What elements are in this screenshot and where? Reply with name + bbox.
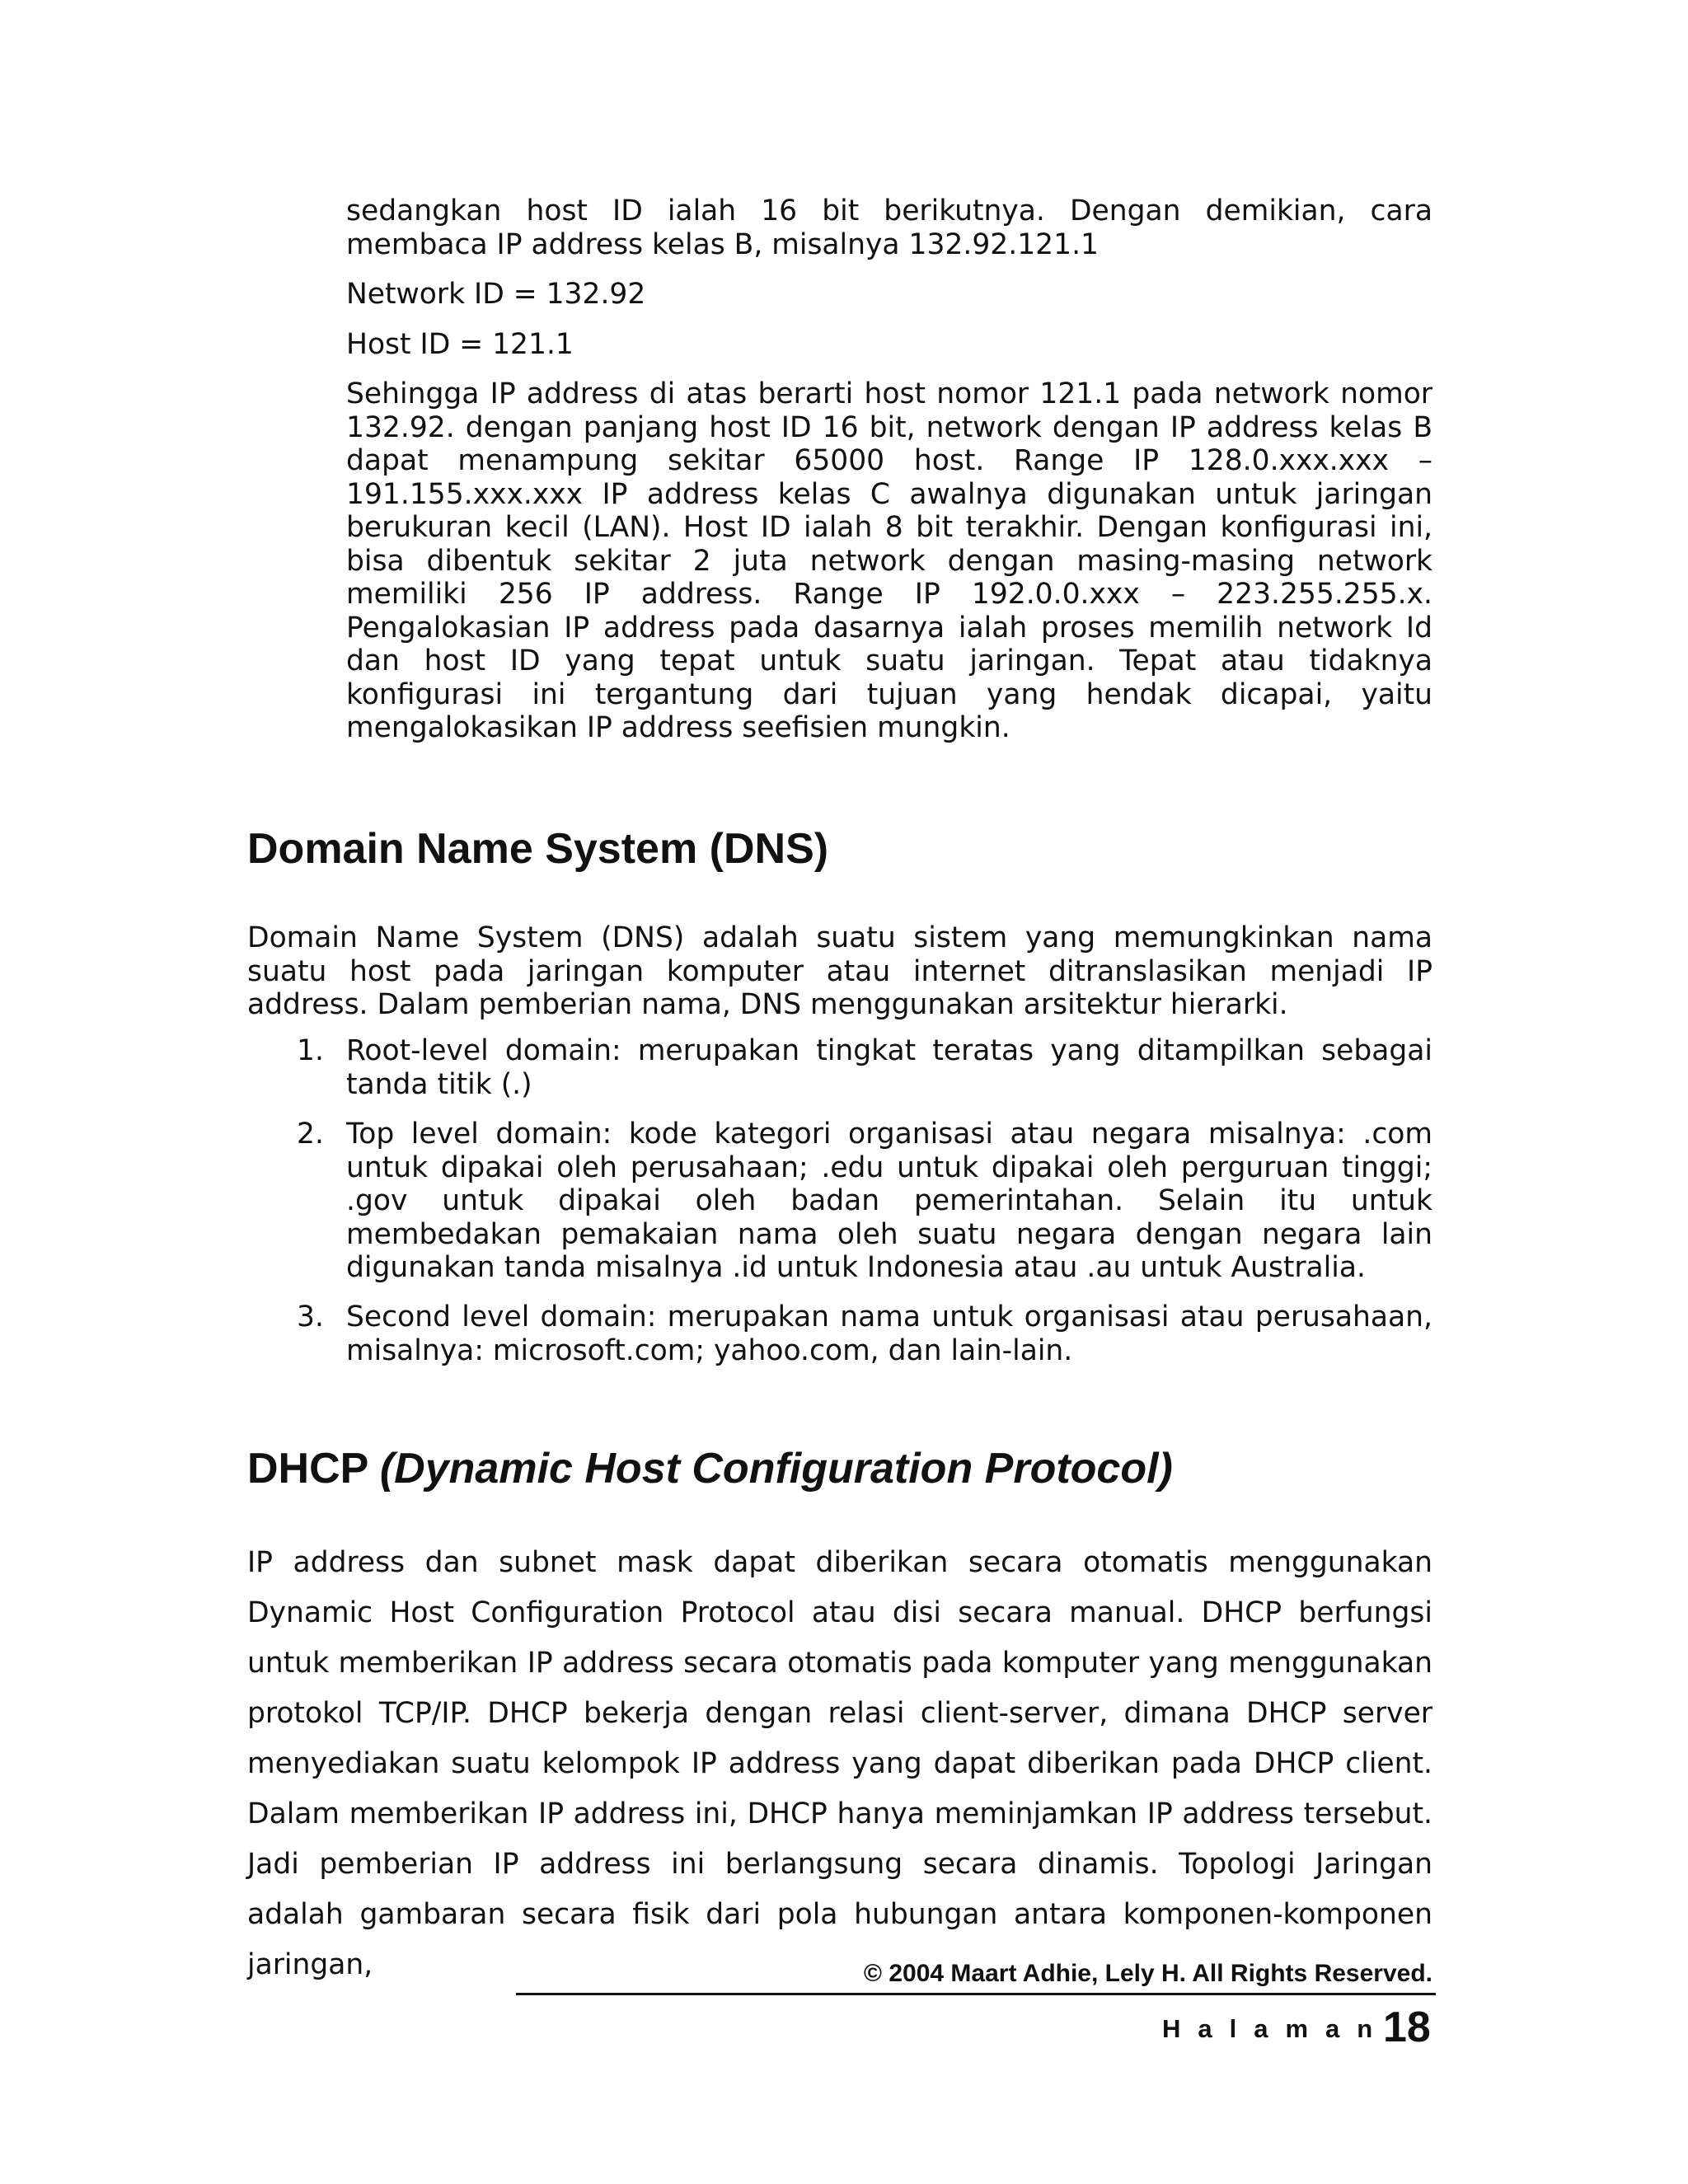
list-item-number: 1.: [297, 1034, 324, 1067]
list-item: [247, 1301, 1432, 1367]
dhcp-heading: [247, 1444, 1173, 1493]
footer-divider: [516, 1993, 1436, 1995]
dns-paragraph: Domain Name System (DNS) adalah suatu sistem yang memungkinkan nama suatu host pada jaringan komputer atau internet ditranslasikan menjadi IP address. Dalam pemberian nama, DNS menggunakan arsitektur hierarki.: [247, 921, 1432, 1021]
page-label: Halaman: [1162, 2014, 1390, 2043]
network-id-line: Network ID = 132.92: [346, 278, 646, 311]
list-item-number: 3.: [297, 1301, 324, 1333]
list-item-text: Top level domain: kode kategori organisasi atau negara misalnya: .com untuk dipakai oleh perusahaan; .edu untuk dipakai oleh perguruan tinggi; .gov untuk dipakai oleh badan pemerintahan. Selain itu untuk membedakan pemakaian nama oleh suatu negara dengan negara lain digunakan tanda misalnya .id untuk Indonesia atau .au untuk Australia.: [346, 1118, 1432, 1284]
dhcp-heading-plain: DHCP: [247, 1445, 380, 1493]
list-item: [247, 1118, 1432, 1285]
dhcp-heading-italic: (Dynamic Host Configuration Protocol): [379, 1445, 1173, 1493]
copyright-notice: © 2004 Maart Adhie, Lely H. All Rights Reserved.: [863, 1960, 1432, 1987]
list-item-number: 2.: [297, 1118, 324, 1151]
list-item-text: Second level domain: merupakan nama untuk organisasi atau perusahaan, misalnya: microsoft.com; yahoo.com, dan lain-lain.: [346, 1301, 1432, 1367]
intro-paragraph-2: Sehingga IP address di atas berarti host nomor 121.1 pada network nomor 132.92. dengan panjang host ID 16 bit, network dengan IP address kelas B dapat menampung sekitar 65000 host. Range IP 128.0.xxx.xxx – 191.155.xxx.xxx IP address kelas C awalnya digunakan untuk jaringan berukuran kecil (LAN). Host ID ialah 8 bit terakhir. Dengan konfigurasi ini, bisa dibentuk sekitar 2 juta network dengan masing-masing network memiliki 256 IP address. Range IP 192.0.0.xxx – 223.255.255.x. Pengalokasian IP address pada dasarnya ialah proses memilih network Id dan host ID yang tepat untuk suatu jaringan. Tepat atau tidaknya konfigurasi ini tergantung dari tujuan yang hendak dicapai, yaitu mengalokasikan IP address seefisien mungkin.: [346, 377, 1432, 744]
intro-paragraph-1: sedangkan host ID ialah 16 bit berikutnya. Dengan demikian, cara membaca IP address kelas B, misalnya 132.92.121.1: [346, 194, 1432, 261]
page-number: 18: [1383, 2004, 1431, 2051]
list-item-text: Root-level domain: merupakan tingkat teratas yang ditampilkan sebagai tanda titik (.): [346, 1034, 1432, 1101]
dns-heading: Domain Name System (DNS): [247, 825, 829, 873]
dhcp-paragraph: IP address dan subnet mask dapat diberikan secara otomatis menggunakan Dynamic Host Configuration Protocol atau disi secara manual. DHCP berfungsi untuk memberikan IP address secara otomatis pada komputer yang menggunakan protokol TCP/IP. DHCP bekerja dengan relasi client-server, dimana DHCP server menyediakan suatu kelompok IP address yang dapat diberikan pada DHCP client. Dalam memberikan IP address ini, DHCP hanya meminjamkan IP address tersebut. Jadi pemberian IP address ini berlangsung secara dinamis. Topologi Jaringan adalah gambaran secara fisik dari pola hubungan antara komponen-komponen jaringan,: [247, 1546, 1432, 1981]
host-id-line: Host ID = 121.1: [346, 328, 574, 361]
list-item: [247, 1034, 1432, 1101]
